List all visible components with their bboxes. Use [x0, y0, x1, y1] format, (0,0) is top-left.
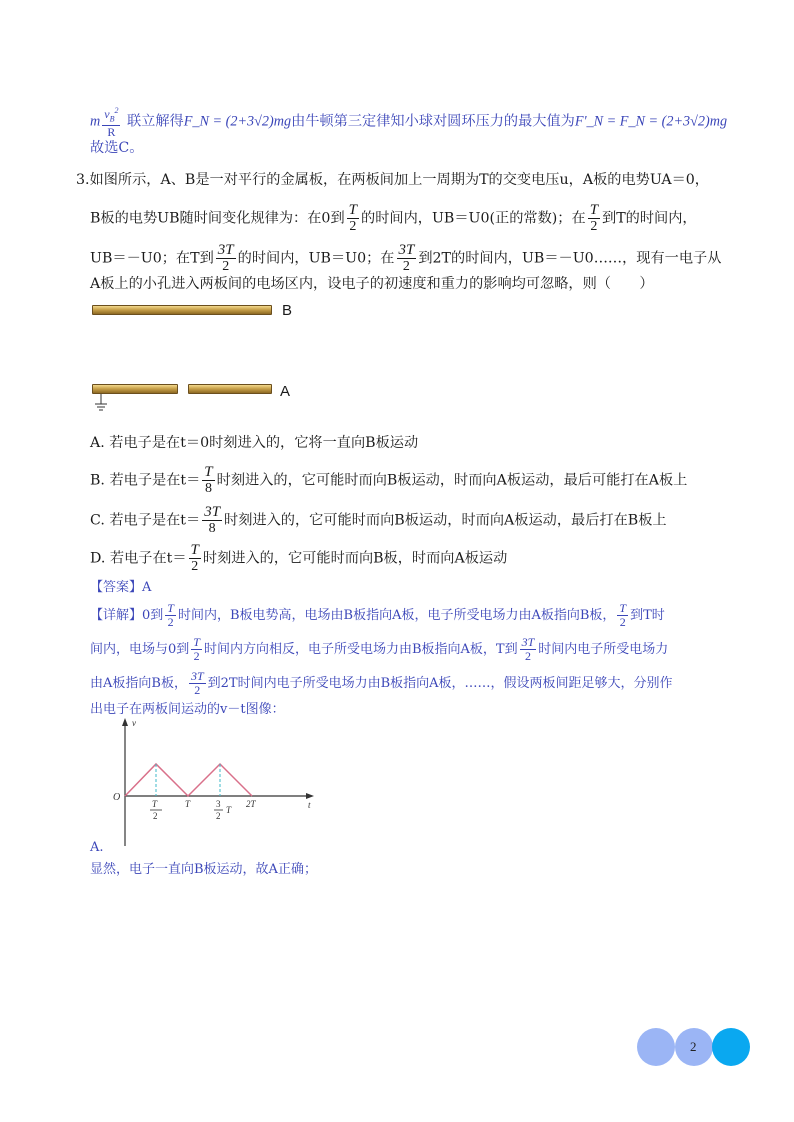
exp3-a: 由A板指向B板，	[90, 676, 187, 691]
option-d-text-b: 时刻进入的，它可能时而向B板，时而向A板运动	[202, 550, 508, 567]
fn-equation: F_N = (2+3√2)mg	[183, 113, 292, 130]
tick-3-2-den: 2	[216, 811, 221, 821]
frac-den: 2	[193, 649, 200, 663]
fraction-t-over-2	[588, 202, 600, 235]
frac-den: 2	[191, 559, 199, 574]
fraction-t-over-2	[347, 202, 359, 235]
frac-num: T	[167, 601, 174, 615]
fraction-t-over-8	[202, 464, 214, 497]
fraction-3t-over-8	[202, 504, 222, 537]
q2-text-b: 的时间内，UB＝U0(正的常数)；在	[361, 210, 586, 227]
ground-symbol	[94, 394, 114, 418]
explanation-conclusion: 显然，电子一直向B板运动，故A正确；	[90, 862, 317, 877]
option-b-text-b: 时刻进入的，它可能时而向B板运动，时而向A板运动，最后可能打在A板上	[216, 472, 688, 489]
answer-label: 【答案】A	[90, 580, 152, 595]
frac-den: 8	[208, 521, 216, 536]
frac-den: 2	[194, 683, 201, 697]
frac-num: T	[348, 202, 357, 218]
frac-num: 3T	[204, 504, 221, 520]
tick-3-2-t: T	[226, 805, 232, 815]
origin-label: O	[113, 792, 121, 803]
plate-a-left	[92, 384, 178, 394]
frac-den: 2	[402, 259, 410, 274]
y-axis-arrow	[122, 718, 128, 726]
frac-num: 3T	[521, 635, 535, 649]
frac-num-sup: 2	[114, 106, 119, 115]
explanation-line-3	[90, 670, 673, 697]
question-line-3	[90, 242, 721, 275]
tick-2t: 2T	[246, 799, 256, 809]
vt-graph	[110, 716, 330, 856]
frac-num: T	[589, 202, 599, 218]
plate-b	[92, 305, 272, 315]
q3-text-a: UB＝－U0；在T到	[90, 250, 214, 267]
frac-den-r: R	[107, 125, 116, 140]
fraction-vb2-over-r	[102, 104, 120, 139]
fraction-3t-over-2	[520, 636, 537, 663]
option-c-text-b: 时刻进入的，它可能时而向B板运动，时而向A板运动，最后打在B板上	[224, 512, 667, 529]
exp1-c: 到T时	[630, 608, 665, 623]
page-badge-right	[712, 1028, 750, 1066]
frac-num: T	[204, 464, 213, 480]
fraction-t-over-2	[191, 636, 202, 663]
tick-t: T	[185, 799, 191, 809]
formula-m: m	[90, 113, 101, 130]
q3-text-c: 到2T的时间内，UB＝－U0……，现有一电子从	[418, 250, 722, 267]
exp2-b: 时间内方向相反，电子所受电场力由B板指向A板，T到	[203, 642, 518, 657]
frac-num: T	[193, 635, 200, 649]
velocity-line	[125, 764, 252, 796]
graph-caption: A.	[90, 840, 104, 855]
frac-num-sub: B	[109, 114, 115, 124]
fraction-t-over-2	[165, 602, 176, 629]
exp2-a: 间内，电场与0到	[90, 642, 190, 657]
fraction-3t-over-2	[189, 670, 206, 697]
frac-den: 2	[619, 615, 626, 629]
option-b-text-a: B. 若电子是在t＝	[90, 472, 201, 489]
option-c	[90, 504, 667, 537]
page-number: 2	[690, 1039, 697, 1054]
tick-3-2-num: 3	[216, 799, 221, 809]
frac-den: 2	[349, 219, 357, 234]
frac-den: 2	[222, 259, 230, 274]
fraction-t-over-2	[189, 542, 201, 575]
plate-b-label: B	[282, 302, 293, 319]
explanation-line-4: 出电子在两板间运动的v－t图像：	[90, 702, 285, 717]
page-badge-left	[637, 1028, 675, 1066]
solution-text-2: 由牛顿第三定律知小球对圆环压力的最大值为	[291, 113, 575, 130]
tick-t2-den: 2	[153, 811, 158, 821]
option-b	[90, 464, 687, 497]
frac-num: T	[619, 601, 627, 615]
option-a: A. 若电子是在t＝0时刻进入的，它将一直向B板运动	[90, 435, 419, 451]
frac-den: 2	[524, 649, 531, 663]
fn-prime-equation: F'_N = F_N = (2+3√2)mg	[574, 113, 728, 130]
fraction-3t-over-2	[397, 242, 417, 275]
exp2-c: 时间内电子所受电场力	[538, 642, 669, 657]
plate-a-right	[188, 384, 272, 394]
question-number: 3.	[76, 172, 90, 188]
exp3-b: 到2T时间内电子所受电场力由B板指向A板，……，假设两板间距足够大，分别作	[207, 676, 673, 691]
y-axis-label: v	[132, 718, 136, 728]
q2-text-c: 到T的时间内，	[602, 210, 697, 227]
option-d-text-a: D. 若电子在t＝	[90, 550, 187, 567]
tick-t2-num: T	[152, 799, 158, 809]
solution-continuation	[90, 104, 727, 139]
frac-num: 3T	[398, 242, 415, 258]
frac-num: 3T	[217, 242, 234, 258]
q2-text-a: B板的电势UB随时间变化规律为：在0到	[90, 210, 345, 227]
frac-num: 3T	[190, 669, 204, 683]
frac-den: 8	[204, 481, 212, 496]
question-text-1: 如图所示，A、B是一对平行的金属板，在两板间加上一周期为T的交变电压u，A板的电势UA＝0，	[89, 172, 709, 188]
exp1-a: 【详解】0到	[90, 608, 164, 623]
x-axis-label: t	[308, 800, 311, 810]
explanation-line-2	[90, 636, 668, 663]
question-line-2	[90, 202, 697, 235]
exp1-b: 时间内，B板电势高，电场由B板指向A板，电子所受电场力由A板指向B板，	[177, 608, 616, 623]
explanation-line-1	[90, 602, 665, 629]
frac-num-v: v	[104, 107, 110, 121]
frac-num: T	[190, 542, 199, 558]
q3-text-b: 的时间内，UB＝U0；在	[237, 250, 395, 267]
question-line-4: A板上的小孔进入两板间的电场区内，设电子的初速度和重力的影响均可忽略，则（ ）	[90, 276, 654, 292]
fraction-3t-over-2	[216, 242, 236, 275]
x-axis-arrow	[306, 793, 314, 799]
option-c-text-a: C. 若电子是在t＝	[90, 512, 201, 529]
plate-a-label: A	[280, 383, 291, 400]
option-d	[90, 542, 507, 575]
solution-text-1: 联立解得	[126, 113, 184, 130]
fraction-t-over-2	[617, 602, 628, 629]
solution-conclusion: 故选C。	[90, 140, 144, 156]
question-line-1	[76, 170, 709, 190]
frac-den: 2	[590, 219, 598, 234]
frac-den: 2	[167, 615, 174, 629]
